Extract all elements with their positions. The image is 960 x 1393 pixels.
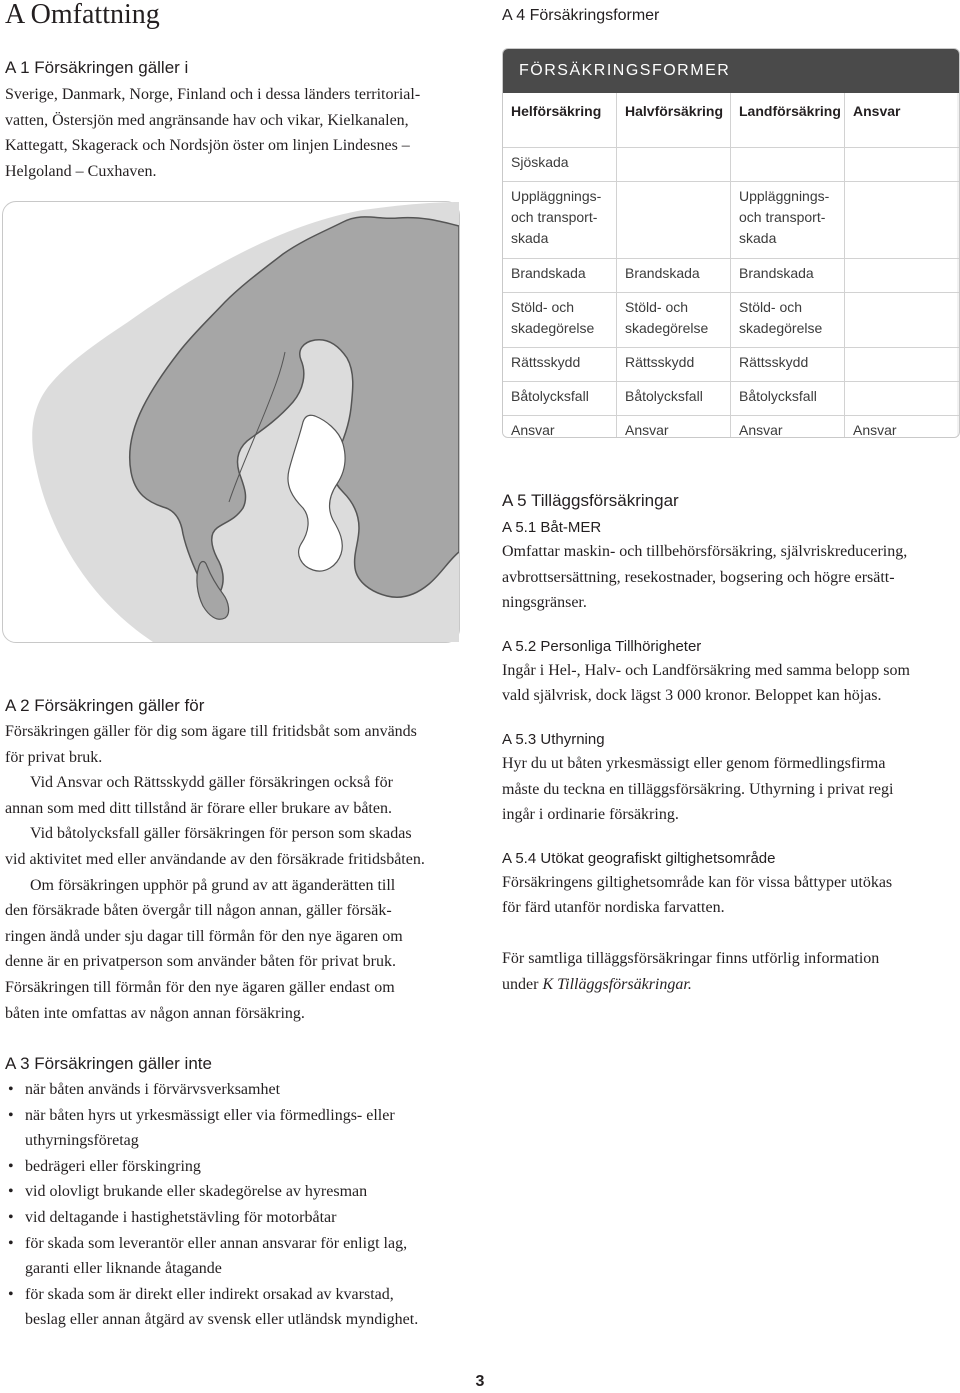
table-cell: Ansvar [731, 416, 845, 438]
a2-line: Försäkringen till förmån för den nye ägaren gäller endast om [5, 978, 395, 996]
list-item-text: för skada som leverantör eller annan ansvarar för enligt lag, [25, 1234, 408, 1252]
list-item-text: garanti eller liknande åtagande [25, 1260, 222, 1278]
table-cell [845, 182, 957, 258]
list-item-text: bedrägeri eller förskingring [25, 1157, 201, 1175]
table-cell: Båtolycksfall [731, 382, 845, 415]
table-row [503, 382, 959, 416]
a5-1-line: avbrottsersättning, resekostnader, bogsering och högre ersätt- [502, 568, 895, 586]
table-cell: Rättsskydd [617, 348, 731, 381]
table-row [503, 148, 959, 182]
coverage-map [2, 201, 460, 643]
table-cell: Stöld- och skadegörelse [617, 293, 731, 347]
a2-line: ringen ändå under sju dagar till förmån för den nye ägaren om [5, 927, 403, 945]
section-a3 [5, 1053, 460, 1333]
table-cell [845, 259, 957, 292]
insurance-forms-table [502, 48, 960, 438]
list-item-text: vid olovligt brukande eller skadegörelse av hyresman [25, 1183, 368, 1201]
a2-line: vid aktivitet med eller användande av den försäkrade fritidsbåten. [5, 850, 425, 868]
a5-4-line: för färd utanför nordiska farvatten. [502, 899, 725, 917]
section-a2 [5, 695, 460, 1026]
table-cell: Båtolycksfall [617, 382, 731, 415]
table-cell [731, 148, 845, 181]
a5-2-line: vald självrisk, dock lägst 3 000 kronor. Beloppet kan höjas. [502, 687, 882, 705]
a5-note-line [502, 972, 958, 998]
a5-note-line: För samtliga tilläggsförsäkringar finns utförlig information [502, 949, 880, 967]
a1-line: Helgoland – Cuxhaven. [5, 162, 157, 180]
list-item [5, 1179, 460, 1205]
table-row [503, 416, 959, 438]
table-cell: Ansvar [845, 416, 957, 438]
table-row [503, 182, 959, 259]
column-header: Helförsäkring [503, 93, 617, 147]
section-a5 [502, 490, 958, 997]
table-cell: Brandskada [617, 259, 731, 292]
list-item [5, 1231, 460, 1282]
a5-4-heading: A 5.4 Utökat geografiskt giltighetsområde [502, 849, 776, 867]
table-cell: Rättsskydd [731, 348, 845, 381]
column-header: Landförsäkring [731, 93, 845, 147]
table-row [503, 348, 959, 382]
table-cell [845, 148, 957, 181]
table-title: FÖRSÄKRINGSFORMER [503, 49, 959, 93]
a1-line: vatten, Östersjön med angränsande hav och vikar, Kielkanalen, [5, 111, 409, 129]
section-a3-heading: A 3 Försäkringen gäller inte [5, 1054, 212, 1073]
section-a5-heading: A 5 Tilläggsförsäkringar [502, 491, 679, 510]
table-cell: Brandskada [503, 259, 617, 292]
a2-line: Försäkringen gäller för dig som ägare till fritidsbåt som används [5, 723, 417, 740]
a2-line: Vid båtolycksfall gäller försäkringen för person som skadas [30, 825, 412, 843]
a2-line: den försäkrade båten övergår till någon annan, gäller försäk- [5, 902, 392, 920]
list-item [5, 1282, 460, 1333]
table-cell: Brandskada [731, 259, 845, 292]
section-a1 [5, 57, 460, 184]
a5-3-line: ingår i ordinarie försäkring. [502, 806, 679, 824]
a5-note-prefix: under [502, 975, 543, 993]
list-item [5, 1154, 460, 1180]
a2-line: båten inte omfattas av någon annan försäkring. [5, 1004, 305, 1022]
table-cell: Stöld- och skadegörelse [503, 293, 617, 347]
a2-line: denne är en privatperson som använder båten för privat bruk. [5, 953, 396, 971]
table-cell: Uppläggnings- och transport- skada [731, 182, 845, 258]
a2-line: Om försäkringen upphör på grund av att äganderätten till [30, 876, 396, 894]
a5-2-heading: A 5.2 Personliga Tillhörigheter [502, 637, 702, 655]
list-item [5, 1103, 460, 1154]
a5-2-line: Ingår i Hel-, Halv- och Landförsäkring med samma belopp som [502, 661, 910, 679]
table-cell: Rättsskydd [503, 348, 617, 381]
a2-line: för privat bruk. [5, 748, 103, 766]
table-cell: Sjöskada [503, 148, 617, 181]
section-a1-heading: A 1 Försäkringen gäller i [5, 58, 189, 77]
exclusion-list [5, 1077, 460, 1333]
column-header: Ansvar [845, 93, 957, 147]
table-cell [617, 148, 731, 181]
list-item-text: när båten hyrs ut yrkesmässigt eller via förmedlings- eller [25, 1106, 395, 1124]
section-a2-heading: A 2 Försäkringen gäller för [5, 696, 205, 715]
a2-line: annan som med ditt tillstånd är förare eller brukare av båten. [5, 799, 392, 817]
list-item-text: uthyrningsföretag [25, 1132, 139, 1150]
a5-1-line: Omfattar maskin- och tillbehörsförsäkring, självriskreducering, [502, 543, 908, 560]
page-number: 3 [475, 1373, 485, 1390]
a5-4-line: Försäkringens giltighetsområde kan för vissa båttyper utökas [502, 873, 893, 891]
a5-1-line: ningsgränser. [502, 594, 587, 612]
table-cell: Ansvar [617, 416, 731, 438]
a5-3-line: måste du teckna en tilläggsförsäkring. Uthyrning i privat regi [502, 780, 894, 798]
list-item-text: för skada som är direkt eller indirekt orsakad av kvarstad, [25, 1285, 394, 1303]
table-cell [845, 348, 957, 381]
table-cell: Båtolycksfall [503, 382, 617, 415]
list-item [5, 1205, 460, 1231]
column-header: Halvförsäkring [617, 93, 731, 147]
table-cell [617, 182, 731, 258]
list-item-text: när båten används i förvärvsverksamhet [25, 1081, 281, 1098]
table-row [503, 259, 959, 293]
table-cell: Stöld- och skadegörelse [731, 293, 845, 347]
table-row [503, 293, 959, 348]
table-cell [845, 293, 957, 347]
a5-note-reference: K Tilläggsförsäkringar. [542, 975, 692, 993]
table-cell: Uppläggnings- och transport- skada [503, 182, 617, 258]
page-title: A Omfattning [5, 0, 160, 30]
list-item-text: vid deltagande i hastighetstävling för motorbåtar [25, 1208, 337, 1226]
a1-line: Sverige, Danmark, Norge, Finland och i dessa länders territorial- [5, 86, 421, 103]
a5-1-heading: A 5.1 Båt-MER [502, 519, 602, 536]
section-a4-heading: A 4 Försäkringsformer [502, 7, 660, 24]
table-cell [845, 382, 957, 415]
list-item-text: beslag eller annan åtgärd av svensk eller utländsk myndighet. [25, 1311, 419, 1329]
a5-3-line: Hyr du ut båten yrkesmässigt eller genom förmedlingsfirma [502, 754, 886, 772]
a2-line: Vid Ansvar och Rättsskydd gäller försäkringen också för [30, 774, 393, 792]
a1-line: Kattegatt, Skagerack och Nordsjön öster om linjen Lindesnes – [5, 137, 410, 155]
table-header-row [503, 93, 959, 148]
nordic-map-image [3, 202, 459, 642]
a5-3-heading: A 5.3 Uthyrning [502, 730, 605, 748]
list-item [5, 1077, 460, 1103]
table-cell: Ansvar [503, 416, 617, 438]
